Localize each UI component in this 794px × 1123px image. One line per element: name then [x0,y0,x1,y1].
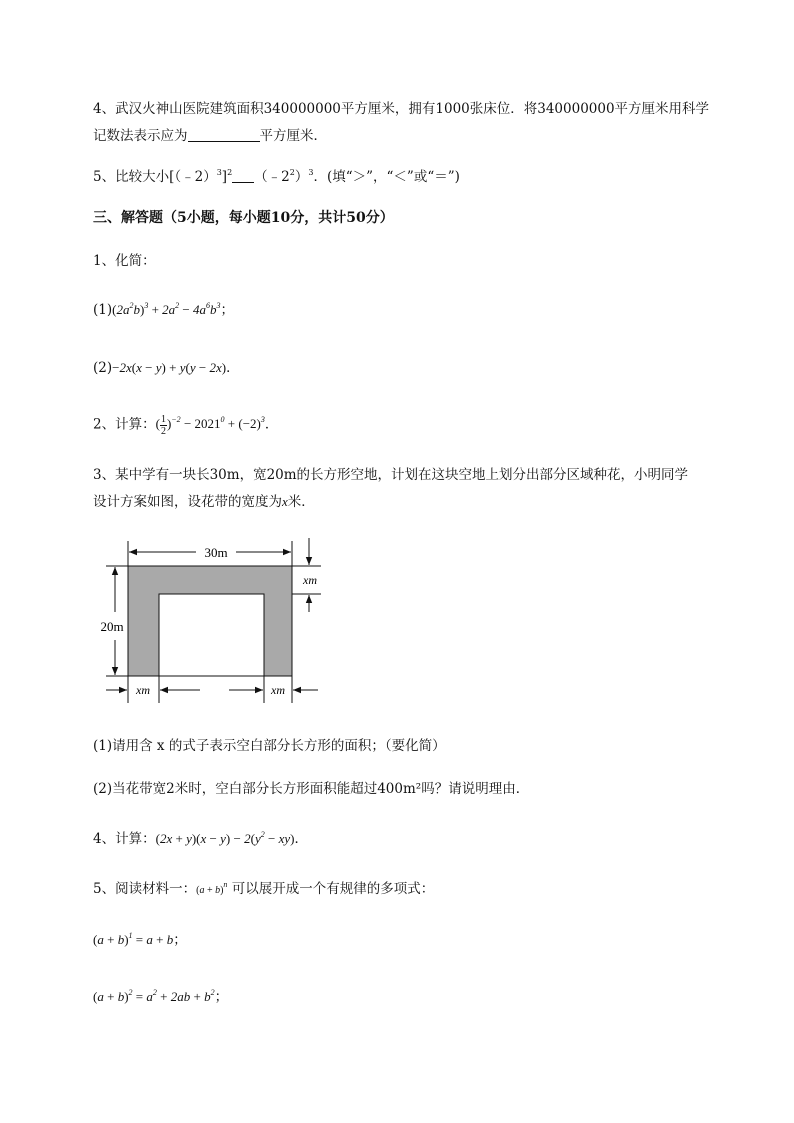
math-expression: $(2x + y)(x - y) - 2(y^2 - xy)$ [155,830,295,846]
math-expression: $(2a^2b)^3 + 2a^2 - 4a^6b^3$ [112,301,221,317]
problem-4 [93,829,308,849]
part-end: ； [173,932,187,948]
part-end: ． [226,360,240,376]
problem-5-label [93,879,434,901]
question-5-mid3: ） [294,169,309,185]
problem-3-line-1: 3、某中学有一块长30m，宽20m的长方形空地，计划在这块空地上划分出部分区域种花，小明同学 [93,467,689,483]
label-prefix: 5、阅读材料一： [93,881,197,897]
exponent: 3 [216,168,222,177]
top-width-label: 30m [204,545,228,560]
question-4-line-1: 4、武汉火神山医院建筑面积340000000平方厘米，拥有1000张床位．将340000000平方厘米用科学 [93,101,710,117]
line-suffix: 米． [287,494,315,510]
question-4-suffix: 平方厘米． [259,128,327,144]
part-end: ． [264,416,279,433]
exponent: 2 [289,168,295,177]
bottom-left-band-label: xm [136,683,150,697]
expansion-line-1 [93,930,187,950]
math-expression: $(a + b)^2 = a^2 + 2ab + b^2$ [93,988,215,1004]
left-height-label: 20m [100,619,124,634]
label-suffix: 可以展开成一个有规律的多项式： [231,881,435,897]
question-5-mid2: （﹣2 [254,169,290,185]
right-band-label: xm [303,573,317,587]
bottom-right-band-label: xm [271,683,285,697]
problem-3-part-1: (1)请用含 x 的式子表示空白部分长方形的面积；（要化简） [93,738,446,754]
variable-x: x [282,494,288,509]
blank-rectangle [159,594,264,676]
part-end: ； [214,989,229,1005]
question-5-suffix: ．(填“＞”，“＜”或“＝”) [313,169,460,185]
part-end: ． [294,831,308,847]
question-5-mid: ] [221,169,228,185]
question-5-prefix: 5、比较大小[（﹣2） [93,169,217,185]
part-label: (1) [93,302,113,318]
problem-3-part-2: (2)当花带宽2米时，空白部分长方形面积能超过400m²吗？请说明理由． [93,781,530,797]
expansion-line-2 [93,987,228,1007]
math-expression: ( $\frac{1}{2}$ )$^{-2} - 2021^0 + (-2)^3$ [155,414,265,437]
problem-2-label: 2、计算： [93,416,156,433]
line-prefix: 设计方案如图，设花带的宽度为 [93,494,282,510]
exponent: 2 [227,168,233,177]
math-expression: −2x(x − y) + y(y − 2x) [112,360,227,375]
part-end: ； [220,302,234,318]
math-expression: $(a + b)^1 = a + b$ [93,931,174,947]
exponent: 3 [308,168,314,177]
part-label: (2) [93,360,113,376]
problem-1-label: 1、化简： [93,253,156,269]
problem-4-label: 4、计算： [93,831,156,847]
math-expression: $(a + b)^n$ [196,880,228,896]
section-heading: 三、解答题（5小题，每小题10分，共计50分） [93,210,394,226]
fraction: $\frac{1}{2}$ [160,414,166,437]
question-4-prefix: 记数法表示应为 [93,128,188,144]
